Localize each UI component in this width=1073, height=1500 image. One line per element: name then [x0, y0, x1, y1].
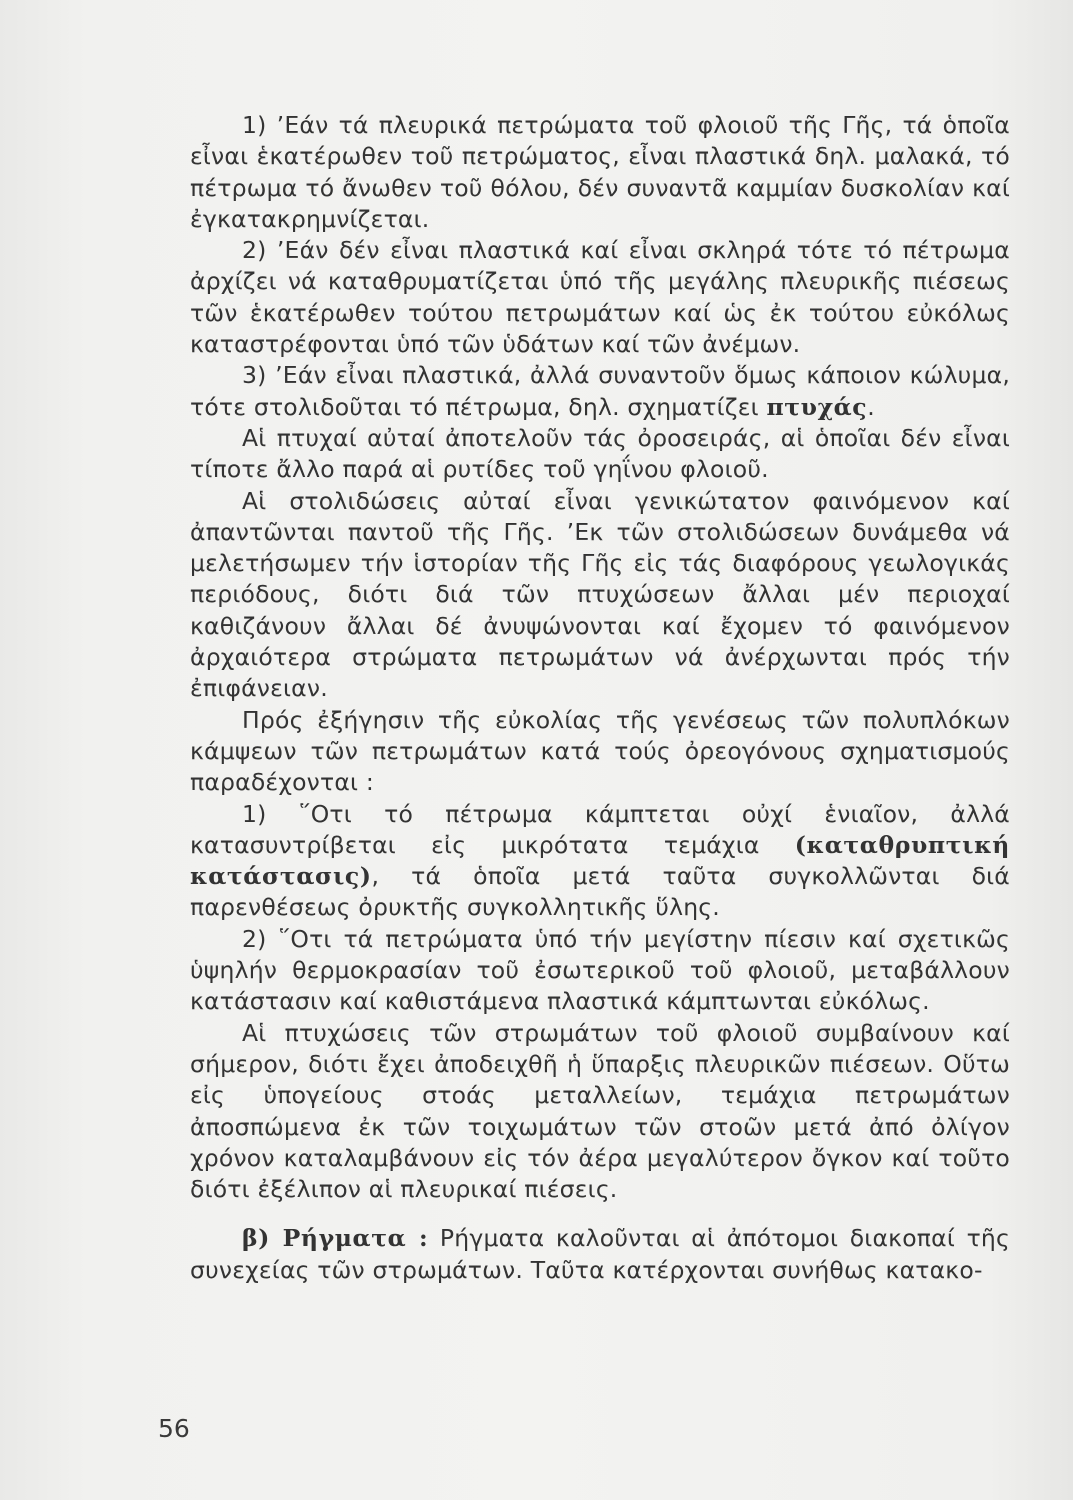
- paragraph-p8: [190, 924, 1010, 1018]
- paragraph-p7: [190, 799, 1010, 924]
- paragraph-p1: [190, 110, 1010, 235]
- paragraph-p5: [190, 486, 1010, 705]
- paragraph-p2: [190, 235, 1010, 360]
- body-text: [190, 110, 1010, 1286]
- bold-term: (καταθρυπτική κατάστασις): [190, 830, 1010, 891]
- paragraph-p9: [190, 1018, 1010, 1206]
- text-run: Αἱ πτυχώσεις τῶν στρωμάτων τοῦ φλοιοῦ συμβαίνουν καί σήμερον, διότι ἔχει ἀποδειχθῆ ἡ ὕπαρξις πλευρικῶν πιέσεων. Οὕτω εἰς ὑπογείους στοάς μεταλλείων, τεμάχια πετρωμάτων ἀποσπώμενα ἐκ τῶν τοιχωμάτων τῶν στοῶν μετά ἀπό ὀλίγον χρόνον καταλαμβάνουν εἰς τόν ἀέρα μεγαλύτερον ὄγκον καί τοῦτο διότι ἐξέλιπον αἱ πλευρικαί πιέσεις.: [190, 1018, 1010, 1204]
- text-run: .: [867, 392, 875, 421]
- text-run: , τά ὁποῖα μετά ταῦτα συγκολλῶνται διά παρενθέσεως ὀρυκτῆς συγκολλητικῆς ὕλης.: [190, 862, 1010, 922]
- text-run: Αἱ στολιδώσεις αὐταί εἶναι γενικώτατον φαινόμενον καί ἀπαντῶνται παντοῦ τῆς Γῆς. ’Εκ τῶν στολιδώσεων δυνάμεθα νά μελετήσωμεν τήν ἱστορίαν τῆς Γῆς εἰς τάς διαφόρους γεωλογικάς περιόδους, διότι διά τῶν πτυχώσεων ἄλλαι μέν περιοχαί καθιζάνουν ἄλλαι δέ ἀνυψώνονται καί ἔχομεν τό φαινόμενον ἀρχαιότερα στρώματα πετρωμάτων νά ἀνέρχωνται πρός τήν ἐπιφάνειαν.: [190, 486, 1010, 703]
- paragraph-p4: [190, 423, 1010, 486]
- paragraph-p3: [190, 360, 1010, 423]
- bold-term: β) Ρήγματα :: [242, 1224, 429, 1253]
- text-run: 3) ’Εάν εἶναι πλαστικά, ἀλλά συναντοῦν ὅμως κάποιον κώλυμα, τότε στολιδοῦται τό πέτρωμα, δηλ. σχηματίζει: [190, 361, 1010, 421]
- page-number: 56: [158, 1414, 190, 1443]
- text-run: 1) ῞Οτι τό πέτρωμα κάμπτεται οὐχί ἑνιαῖον, ἀλλά κατασυντρίβεται εἰς μικρότατα τεμάχια: [190, 799, 1010, 859]
- text-run: 1) ’Εάν τά πλευρικά πετρώματα τοῦ φλοιοῦ τῆς Γῆς, τά ὁποῖα εἶναι ἑκατέρωθεν τοῦ πετρώματος, εἶναι πλαστικά δηλ. μαλακά, τό πέτρωμα τό ἄνωθεν τοῦ θόλου, δέν συναντᾶ καμμίαν δυσκολίαν καί ἐγκατακρημνίζεται.: [190, 111, 1010, 233]
- paragraph-p6: [190, 705, 1010, 799]
- bold-term: πτυχάς: [766, 392, 868, 421]
- text-run: Αἱ πτυχαί αὐταί ἀποτελοῦν τάς ὀροσειράς, αἱ ὁποῖαι δέν εἶναι τίποτε ἄλλο παρά αἱ ρυτίδες τοῦ γηΐνου φλοιοῦ.: [190, 423, 1010, 484]
- text-run: 2) ’Εάν δέν εἶναι πλαστικά καί εἶναι σκληρά τότε τό πέτρωμα ἀρχίζει νά καταθρυματίζεται ὑπό τῆς μεγάλης πλευρικῆς πιέσεως τῶν ἑκατέρωθεν τούτου πετρωμάτων καί ὡς ἐκ τούτου εὐκόλως καταστρέφονται ὑπό τῶν ὑδάτων καί τῶν ἀνέμων.: [190, 236, 1010, 359]
- text-run: Πρός ἐξήγησιν τῆς εὐκολίας τῆς γενέσεως τῶν πολυπλόκων κάμψεων τῶν πετρωμάτων κατά τούς ὀρεογόνους σχηματισμούς παραδέχονται :: [190, 705, 1010, 797]
- text-run: 2) ῞Οτι τά πετρώματα ὑπό τήν μεγίστην πίεσιν καί σχετικῶς ὑψηλήν θερμοκρασίαν τοῦ ἐσωτερικοῦ τοῦ φλοιοῦ, μεταβάλλουν κατάστασιν καί καθιστάμενα πλαστικά κάμπτωνται εὐκόλως.: [190, 924, 1010, 1016]
- paragraph-p10: [190, 1223, 1010, 1286]
- text-run: Ρήγματα καλοῦνται αἱ ἀπότομοι διακοπαί τῆς συνεχείας τῶν στρωμάτων. Ταῦτα κατέρχονται συνήθως κατακο-: [190, 1224, 1011, 1284]
